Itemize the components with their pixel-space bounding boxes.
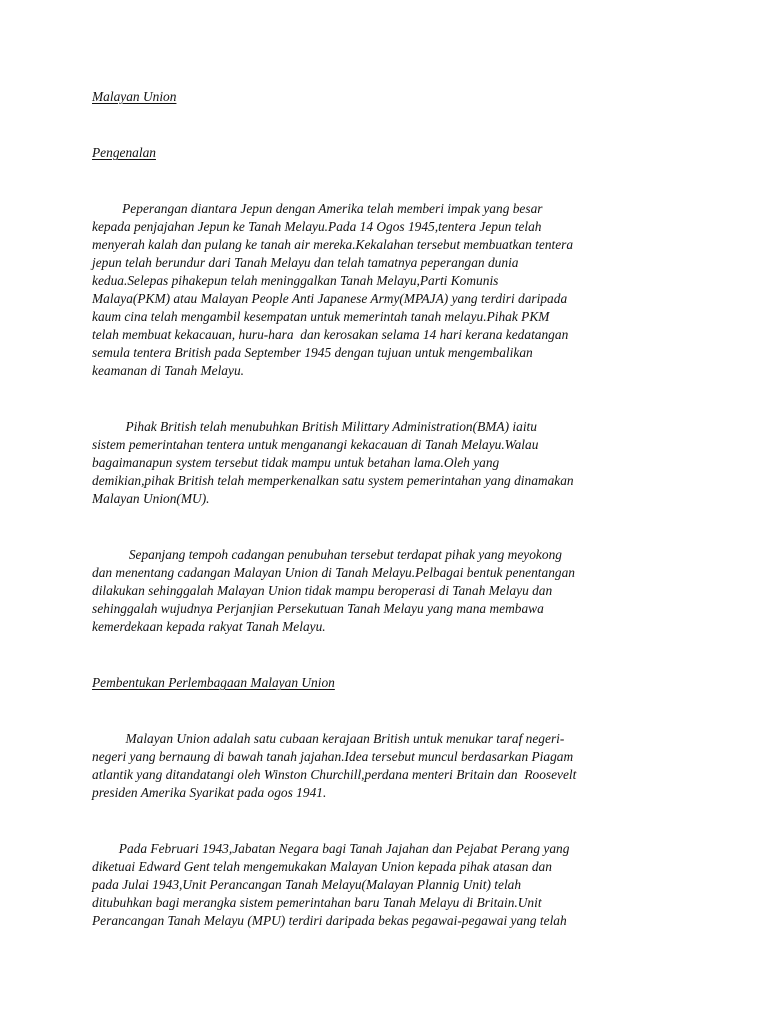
paragraph-line: atlantik yang ditandatangi oleh Winston Churchill,perdana menteri Britain dan Roosevelt <box>92 767 577 782</box>
paragraph-mpu <box>92 840 682 930</box>
paragraph-line: Pihak British telah menubuhkan British Milittary Administration(BMA) iaitu <box>92 419 537 434</box>
paragraph-line: Pada Februari 1943,Jabatan Negara bagi Tanah Jajahan dan Pejabat Perang yang <box>92 841 570 856</box>
paragraph-line: dilakukan sehinggalah Malayan Union tidak mampu beroperasi di Tanah Melayu dan <box>92 583 553 598</box>
paragraph-line: kemerdekaan kepada rakyat Tanah Melayu. <box>92 619 326 634</box>
paragraph-line: negeri yang bernaung di bawah tanah jajahan.Idea tersebut muncul berdasarkan Piagam <box>92 749 574 764</box>
paragraph-line: kedua.Selepas pihakepun telah meninggalkan Tanah Melayu,Parti Komunis <box>92 273 499 288</box>
paragraph-line: Peperangan diantara Jepun dengan Amerika telah memberi impak yang besar <box>92 201 543 216</box>
paragraph-line: kaum cina telah mengambil kesempatan untuk memerintah tanah melayu.Pihak PKM <box>92 309 550 324</box>
paragraph-line: demikian,pihak British telah memperkenalkan satu system pemerintahan yang dinamakan <box>92 473 574 488</box>
paragraph-intro <box>92 200 682 380</box>
paragraph-line: presiden Amerika Syarikat pada ogos 1941. <box>92 785 327 800</box>
paragraph-line: Sepanjang tempoh cadangan penubuhan tersebut terdapat pihak yang meyokong <box>92 547 562 562</box>
paragraph-line: keamanan di Tanah Melayu. <box>92 363 244 378</box>
paragraph-piagam <box>92 730 682 802</box>
paragraph-line: diketuai Edward Gent telah mengemukakan Malayan Union kepada pihak atasan dan <box>92 859 552 874</box>
paragraph-line: Malayan Union(MU). <box>92 491 210 506</box>
paragraph-line: Malayan Union adalah satu cubaan kerajaan British untuk menukar taraf negeri- <box>92 731 565 746</box>
section-heading-pembentukan: Pembentukan Perlembagaan Malayan Union <box>92 675 335 690</box>
paragraph-line: semula tentera British pada September 1945 dengan tujuan untuk mengembalikan <box>92 345 533 360</box>
paragraph-line: bagaimanapun system tersebut tidak mampu untuk betahan lama.Oleh yang <box>92 455 500 470</box>
paragraph-line: dan menentang cadangan Malayan Union di Tanah Melayu.Pelbagai bentuk penentangan <box>92 565 575 580</box>
paragraph-line: sehinggalah wujudnya Perjanjian Persekutuan Tanah Melayu yang mana membawa <box>92 601 544 616</box>
paragraph-bma <box>92 418 682 508</box>
paragraph-line: pada Julai 1943,Unit Perancangan Tanah Melayu(Malayan Plannig Unit) telah <box>92 877 522 892</box>
paragraph-line: sistem pemerintahan tentera untuk menganangi kekacauan di Tanah Melayu.Walau <box>92 437 539 452</box>
paragraph-line: jepun telah berundur dari Tanah Melayu dan telah tamatnya peperangan dunia <box>92 255 519 270</box>
paragraph-penentangan <box>92 546 682 636</box>
document-title: Malayan Union <box>92 89 177 104</box>
paragraph-line: Malaya(PKM) atau Malayan People Anti Japanese Army(MPAJA) yang terdiri daripada <box>92 291 568 306</box>
paragraph-line: telah membuat kekacauan, huru-hara dan kerosakan selama 14 hari kerana kedatangan <box>92 327 569 342</box>
paragraph-line: ditubuhkan bagi merangka sistem pemerintahan baru Tanah Melayu di Britain.Unit <box>92 895 542 910</box>
document-body <box>92 88 682 930</box>
section-heading-pengenalan: Pengenalan <box>92 145 156 160</box>
paragraph-line: kepada penjajahan Jepun ke Tanah Melayu.Pada 14 Ogos 1945,tentera Jepun telah <box>92 219 542 234</box>
paragraph-line: Perancangan Tanah Melayu (MPU) terdiri daripada bekas pegawai-pegawai yang telah <box>92 913 567 928</box>
paragraph-line: menyerah kalah dan pulang ke tanah air mereka.Kekalahan tersebut membuatkan tentera <box>92 237 574 252</box>
